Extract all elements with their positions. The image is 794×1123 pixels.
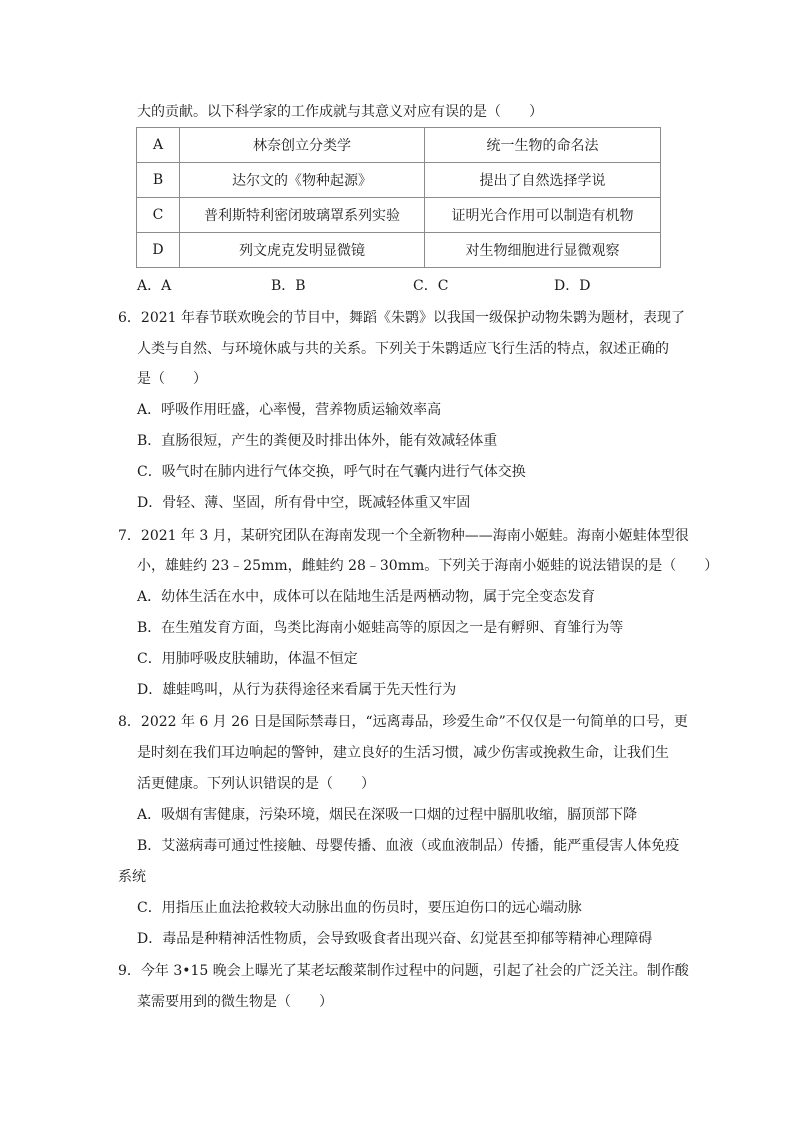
q6-option-c[interactable]: C．吸气时在肺内进行气体交换，呼气时在气囊内进行气体交换 xyxy=(137,464,526,480)
q7-option-c[interactable]: C．用肺呼吸皮肤辅助，体温不恒定 xyxy=(137,651,358,667)
q6-stem-line-3: 是（ ） xyxy=(137,371,207,387)
row-label: B xyxy=(137,163,180,198)
row-meaning: 提出了自然选择学说 xyxy=(425,163,661,198)
row-work: 普利斯特利密闭玻璃罩系列实验 xyxy=(180,198,425,233)
table-row xyxy=(137,163,661,198)
q8-option-d[interactable]: D．毒品是种精神活性物质，会导致吸食者出现兴奋、幻觉甚至抑郁等精神心理障碍 xyxy=(137,931,653,947)
row-work: 林奈创立分类学 xyxy=(180,128,425,163)
q8-stem-line-1: 8．2022 年 6 月 26 日是国际禁毒日，“远离毒品，珍爱生命”不仅仅是一句简单的口号，更 xyxy=(118,714,688,730)
row-work: 列文虎克发明显微镜 xyxy=(180,233,425,268)
q7-stem-line-1: 7．2021 年 3 月，某研究团队在海南发现一个全新物种——海南小姬蛙。海南小姬蛙体型很 xyxy=(118,528,689,544)
q8-stem-line-2: 是时刻在我们耳边响起的警钟，建立良好的生活习惯，减少伤害或挽救生命，让我们生 xyxy=(137,745,669,761)
q7-option-d[interactable]: D．雄蛙鸣叫，从行为获得途径来看属于先天性行为 xyxy=(137,682,457,698)
q6-option-b[interactable]: B．直肠很短，产生的粪便及时排出体外，能有效减轻体重 xyxy=(137,433,498,449)
table-row xyxy=(137,233,661,268)
table-row xyxy=(137,198,661,233)
row-meaning: 证明光合作用可以制造有机物 xyxy=(425,198,661,233)
q5-option-d[interactable]: D．D xyxy=(554,278,591,294)
q7-option-a[interactable]: A．幼体生活在水中，成体可以在陆地生活是两栖动物，属于完全变态发育 xyxy=(137,589,596,605)
q5-answer-row xyxy=(137,275,697,295)
q7-stem-line-2: 小，雄蛙约 23﹣25mm，雌蛙约 28﹣30mm。下列关于海南小姬蛙的说法错误的是（ ） xyxy=(137,558,719,574)
q8-option-a[interactable]: A．吸烟有害健康，污染环境，烟民在深吸一口烟的过程中膈肌收缩，膈顶部下降 xyxy=(137,807,638,823)
row-meaning: 对生物细胞进行显微观察 xyxy=(425,233,661,268)
q6-stem-line-1: 6．2021 年春节联欢晚会的节目中，舞蹈《朱鹮》以我国一级保护动物朱鹮为题材，表现了 xyxy=(118,310,685,326)
q8-option-b-wrap: 系统 xyxy=(118,869,146,885)
table-row xyxy=(137,128,661,163)
row-label: C xyxy=(137,198,180,233)
q5-option-b[interactable]: B．B xyxy=(271,278,306,294)
q8-option-b[interactable]: B．艾滋病毒可通过性接触、母婴传播、血液（或血液制品）传播，能严重侵害人体免疫 xyxy=(137,838,680,854)
row-meaning: 统一生物的命名法 xyxy=(425,128,661,163)
q8-stem-line-3: 活更健康。下列认识错误的是（ ） xyxy=(137,776,375,792)
row-label: D xyxy=(137,233,180,268)
q9-stem-line-2: 菜需要用到的微生物是（ ） xyxy=(137,994,333,1010)
q9-stem-line-1: 9．今年 3•15 晚会上曝光了某老坛酸菜制作过程中的问题，引起了社会的广泛关注。制作酸 xyxy=(118,963,689,979)
scientist-table xyxy=(136,127,661,268)
q5-stem-tail: 大的贡献。以下科学家的工作成就与其意义对应有误的是（ ） xyxy=(137,104,543,120)
q5-option-a[interactable]: A．A xyxy=(137,278,172,294)
q5-option-c[interactable]: C．C xyxy=(413,278,449,294)
q6-option-d[interactable]: D．骨轻、薄、坚固，所有骨中空，既减轻体重又牢固 xyxy=(137,495,471,511)
q7-option-b[interactable]: B．在生殖发育方面，鸟类比海南小姬蛙高等的原因之一是有孵卵、育雏行为等 xyxy=(137,620,624,636)
q8-option-c[interactable]: C．用指压止血法抢救较大动脉出血的伤员时，要压迫伤口的远心端动脉 xyxy=(137,900,582,916)
row-work: 达尔文的《物种起源》 xyxy=(180,163,425,198)
q6-stem-line-2: 人类与自然、与环境休戚与共的关系。下列关于朱鹮适应飞行生活的特点，叙述正确的 xyxy=(137,341,669,357)
row-label: A xyxy=(137,128,180,163)
q6-option-a[interactable]: A．呼吸作用旺盛，心率慢，营养物质运输效率高 xyxy=(137,402,442,418)
